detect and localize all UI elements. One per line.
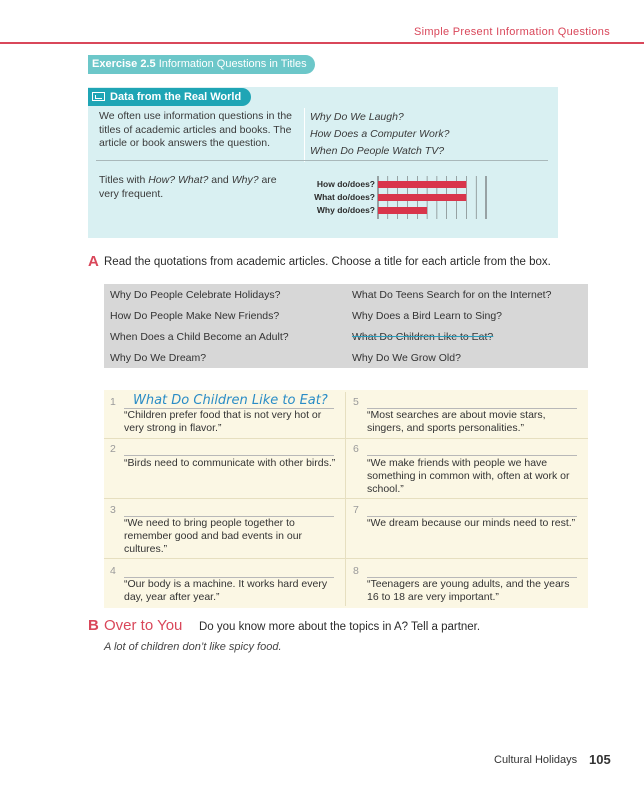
- word-box-item: How Do People Make New Friends?: [110, 310, 280, 322]
- page-number: 105: [589, 752, 611, 767]
- section-b-example: A lot of children don’t like spicy food.: [104, 641, 282, 653]
- real-world-tab: [88, 88, 251, 106]
- answers-row-divider: [104, 558, 588, 559]
- word-box-item: When Does a Child Become an Adult?: [110, 331, 289, 343]
- quotation: “We make friends with people we have something in common with, often at work or school.”: [367, 457, 570, 495]
- word-box-item: Why Do We Dream?: [110, 352, 207, 364]
- word-box-item: What Do Teens Search for on the Internet?: [352, 289, 552, 301]
- quotation: “Birds need to communicate with other birds.”: [124, 457, 336, 469]
- section-a-letter: A: [88, 253, 99, 270]
- real-world-divider: [304, 108, 305, 162]
- word-box-item: Why Do We Grow Old?: [352, 352, 461, 364]
- frequency-text: are very frequent.: [99, 174, 277, 200]
- section-b-letter: B: [88, 617, 99, 634]
- item-number: 7: [353, 504, 359, 516]
- example-title: When Do People Watch TV?: [310, 145, 445, 157]
- chart-category-label: Why do/does?: [316, 205, 375, 215]
- item-number: 3: [110, 504, 116, 516]
- quotation: “Teenagers are young adults, and the years 16 to 18 are very important.”: [367, 578, 570, 603]
- real-world-intro: We often use information questions in the titles of academic articles and books. The article or book answers the question.: [99, 110, 293, 149]
- exercise-label: Exercise 2.5: [92, 58, 156, 70]
- real-world-tab-label: Data from the Real World: [110, 91, 242, 103]
- running-header: Simple Present Information Questions: [413, 26, 610, 38]
- exercise-title: Information Questions in Titles: [158, 58, 307, 70]
- frequency-emphasis: How? What?: [148, 174, 209, 186]
- chart-category-label: How do/does?: [316, 179, 375, 189]
- answers-row-divider: [104, 438, 588, 439]
- quotation: “Most searches are about movie stars, singers, and sports personalities.”: [367, 409, 546, 434]
- item-number: 2: [110, 443, 116, 455]
- example-titles: [310, 109, 550, 160]
- quotation: “Children prefer food that is not very hot or very strong in flavor.”: [124, 409, 322, 434]
- exercise-tab: [88, 55, 315, 74]
- section-b-instruction: Do you know more about the topics in A? Tell a partner.: [199, 621, 481, 633]
- frequency-text: Titles with: [99, 174, 149, 186]
- answer-blank[interactable]: [367, 455, 577, 456]
- example-title: How Does a Computer Work?: [310, 128, 450, 140]
- item-number: 1: [110, 396, 116, 408]
- answers-row-divider: [104, 498, 588, 499]
- answers-column-divider: [345, 392, 346, 606]
- header-rule: [0, 42, 644, 44]
- answer-blank[interactable]: [124, 455, 334, 456]
- chart-bar: [378, 207, 427, 214]
- word-box-item-used: What Do Children Like to Eat?: [352, 331, 494, 343]
- footer-unit-title: Cultural Holidays: [494, 754, 578, 766]
- item-number: 4: [110, 565, 116, 577]
- section-a-instruction: Read the quotations from academic articles. Choose a title for each article from the box.: [104, 256, 551, 268]
- frequency-emphasis: Why?: [231, 174, 259, 186]
- answer-text: What Do Children Like to Eat?: [133, 393, 328, 408]
- item-number: 8: [353, 565, 359, 577]
- quotation: “Our body is a machine. It works hard every day, year after year.”: [124, 578, 328, 603]
- frequency-text: and: [208, 174, 232, 186]
- example-title: Why Do We Laugh?: [310, 111, 404, 123]
- quotation: “We dream because our minds need to rest.”: [367, 517, 576, 529]
- word-box-item: Why Do People Celebrate Holidays?: [110, 289, 281, 301]
- item-number: 6: [353, 443, 359, 455]
- chart-bar: [378, 181, 466, 188]
- word-box-item: Why Does a Bird Learn to Sing?: [352, 310, 502, 322]
- chart-category-label: What do/does?: [314, 192, 375, 202]
- section-b-title: Over to You: [104, 617, 183, 634]
- frequency-bar-chart: [310, 176, 490, 220]
- chart-icon: [92, 92, 105, 101]
- item-number: 5: [353, 396, 359, 408]
- chart-bar: [378, 194, 466, 201]
- quotation: “We need to bring people together to remember good and bad events in our cultures.”: [124, 517, 303, 555]
- real-world-rule: [96, 160, 548, 161]
- frequency-note: [99, 174, 299, 201]
